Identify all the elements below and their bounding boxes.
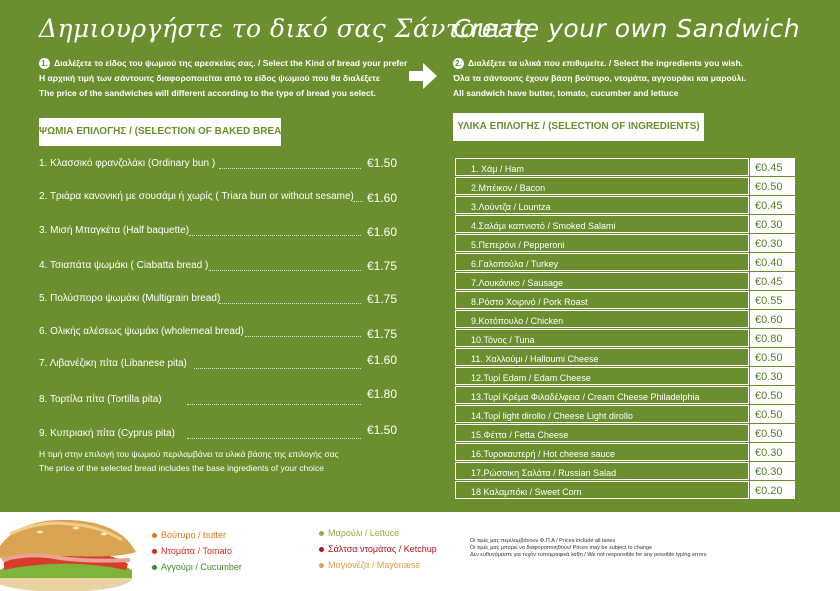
- ingredient-name-cell: [455, 215, 749, 233]
- ingredient-row: [455, 481, 795, 500]
- ingredient-price-cell: [750, 405, 795, 423]
- ingredient-price-cell: [750, 158, 795, 176]
- ingredient-name: 5.Πεπερόνι / Pepperoni: [471, 240, 565, 250]
- ingredients-section-header: ΥΛΙΚΑ ΕΠΙΛΟΓΗΣ / (SELECTION OF INGREDIENTS): [453, 113, 704, 141]
- ingredient-price: €0.20: [755, 485, 783, 497]
- bread-price: €1.75: [367, 327, 398, 341]
- ingredient-name: 15.Φέττα / Fetta Cheese: [471, 430, 569, 440]
- bread-name: 3. Μισή Μπαγκέτα (Half baquette): [39, 225, 190, 236]
- bullet-icon: [152, 565, 157, 570]
- dotted-leader: [187, 428, 361, 439]
- step1-line-1: Διαλέξετε το είδος του ψωμιού της αρεσκείας σας. / Select the Kind of bread your prefer: [54, 58, 408, 68]
- bread-name: 7. Λιβανέζικη πίτα (Libanese pita): [39, 358, 187, 369]
- ingredient-price-cell: [750, 386, 795, 404]
- bread-item: [39, 187, 399, 207]
- legend-text: Μαγιονέζα / Mayonaise: [328, 560, 421, 570]
- step1-instructions: [39, 56, 407, 101]
- step1-line-3: The price of the sandwiches will different according to the type of bread you select.: [39, 88, 376, 98]
- ingredient-name: 18 Καλαμπόκι / Sweet Corn: [471, 487, 582, 497]
- bread-name: 6. Ολικής αλέσεως ψωμάκι (wholemeal bread): [39, 326, 244, 337]
- ingredient-row: [455, 291, 795, 310]
- dotted-leader: [219, 158, 361, 169]
- ingredient-price-cell: [750, 272, 795, 290]
- ingredient-name: 9.Κοτόπουλο / Chicken: [471, 316, 564, 326]
- bread-item: [39, 289, 399, 309]
- ingredient-price: €0.30: [755, 371, 783, 383]
- ingredient-name-cell: [455, 177, 749, 195]
- ingredient-row: [455, 177, 795, 196]
- step2-number: 2.: [453, 58, 464, 69]
- ingredient-price: €0.50: [755, 409, 783, 421]
- fine-print-line: Δεν ευθυνόμαστε για τυχόν τυπογραφικά λάθη / We not responsible for any possible typing errors: [470, 552, 707, 558]
- step2-line-1: Διαλέξετε τα υλικά που επιθυμείτε. / Select the ingredients you wish.: [468, 58, 743, 68]
- ingredient-name: 3.Λούντζα / Lountza: [471, 202, 551, 212]
- legend-text: Σάλτσα ντομάτας / Ketchup: [328, 544, 437, 554]
- bread-name: 5. Πολύσπορο ψωμάκι (Multigrain bread): [39, 293, 221, 304]
- ingredient-row: [455, 329, 795, 348]
- ingredient-name: 7.Λουκάνικο / Sausage: [471, 278, 563, 288]
- bread-price: €1.50: [367, 423, 398, 437]
- ingredient-row: [455, 234, 795, 253]
- ingredient-price: €0.40: [755, 257, 783, 269]
- ingredient-price: €0.45: [755, 162, 783, 174]
- ingredient-name-cell: [455, 462, 749, 480]
- ingredient-name-cell: [455, 310, 749, 328]
- ingredient-price: €0.30: [755, 466, 783, 478]
- step1-number: 1.: [39, 58, 50, 69]
- ingredient-name-cell: [455, 291, 749, 309]
- ingredient-name-cell: [455, 253, 749, 271]
- ingredient-price-cell: [750, 234, 795, 252]
- bread-name: 1. Κλασσικό φρανζολάκι (Ordinary bun ): [39, 158, 216, 169]
- ingredient-name-cell: [455, 234, 749, 252]
- arrow-right-icon: [409, 63, 437, 89]
- ingredient-name: 10.Τόνος / Tuna: [471, 335, 535, 345]
- sandwich-image: [0, 512, 140, 591]
- dotted-leader: [189, 225, 361, 236]
- legend-column-2: [319, 525, 437, 573]
- bread-price: €1.60: [367, 225, 398, 239]
- ingredient-price-cell: [750, 462, 795, 480]
- bread-name: 4. Τσιαπάτα ψωμάκι ( Ciabatta bread ): [39, 260, 209, 271]
- ingredient-name: 16.Τυροκαυτερή / Hot cheese sauce: [471, 449, 616, 459]
- ingredient-price-cell: [750, 177, 795, 195]
- bread-item: [39, 424, 399, 444]
- ingredient-name-cell: [455, 196, 749, 214]
- bullet-icon: [319, 547, 324, 552]
- bullet-icon: [152, 533, 157, 538]
- bread-name: 8. Τορτίλα πίτα (Tortilla pita): [39, 394, 162, 405]
- bread-section-header: ΨΩΜΙΑ ΕΠΙΛΟΓΗΣ / (SELECTION OF BAKED BREAD): [39, 118, 281, 146]
- ingredient-price-cell: [750, 253, 795, 271]
- bread-price: €1.50: [367, 156, 398, 170]
- ingredient-price: €0.55: [755, 295, 783, 307]
- bullet-icon: [319, 531, 324, 536]
- ingredient-name: 14.Τυρί light dirollo / Cheese Light dirollo: [471, 411, 633, 421]
- ingredient-name: 2.Μπέικον / Bacon: [471, 183, 546, 193]
- title-greek: Δημιουργήστε το δικό σας Σάντουιτς: [39, 14, 531, 43]
- ingredient-name-cell: [455, 329, 749, 347]
- ingredient-name: 12.Τυρί Edam / Edam Cheese: [471, 373, 591, 383]
- step2-instructions: [453, 56, 746, 101]
- ingredient-name-cell: [455, 443, 749, 461]
- ingredient-name-cell: [455, 386, 749, 404]
- legend-item-lettuce: [319, 525, 437, 541]
- dotted-leader: [219, 293, 361, 304]
- ingredient-price: €0.30: [755, 447, 783, 459]
- legend-item-cucumber: [152, 559, 242, 575]
- step1-line-2: Η αρχική τιμή των σάντουιτς διαφοροποιείται από το είδος ψωμιού που θα διαλέξετε: [39, 73, 380, 83]
- ingredient-name: 8.Ρόστο Χοιρινό / Pork Roast: [471, 297, 588, 307]
- ingredient-row: [455, 405, 795, 424]
- ingredient-name-cell: [455, 367, 749, 385]
- dotted-leader: [353, 191, 363, 202]
- legend-text: Μαρούλι / Lettuce: [328, 528, 400, 538]
- bread-name: 2. Τριάρα κανονική με σουσάμι ή χωρίς ( Triara bun or without sesame): [39, 191, 354, 202]
- ingredient-row: [455, 253, 795, 272]
- ingredient-name-cell: [455, 481, 749, 499]
- bullet-icon: [319, 563, 324, 568]
- bread-price: €1.75: [367, 259, 398, 273]
- bread-note-greek: Η τιμή στην επιλογή του ψωμιού περιλαμβάνει τα υλικά βάσης της επιλογής σας: [39, 449, 339, 459]
- ingredient-price-cell: [750, 291, 795, 309]
- legend-item-ketchup: [319, 541, 437, 557]
- legend-column-1: [152, 527, 242, 575]
- ingredient-name: 13.Τυρί Κρέμα Φιλαδέλφεια / Cream Cheese Philadelphia: [471, 392, 700, 402]
- ingredient-row: [455, 424, 795, 443]
- fine-print: [470, 538, 706, 559]
- ingredient-row: [455, 272, 795, 291]
- ingredient-price-cell: [750, 196, 795, 214]
- step2-line-3: All sandwich have butter, tomato, cucumber and lettuce: [453, 88, 679, 98]
- ingredient-name-cell: [455, 405, 749, 423]
- bread-note: [39, 447, 339, 475]
- ingredient-price: €0.60: [755, 314, 783, 326]
- ingredient-price-cell: [750, 348, 795, 366]
- step2-line-2: Όλα τα σάντουιτς έχουν βάση βούτυρο, ντομάτα, αγγουράκι και μαρούλι.: [453, 73, 747, 83]
- legend-item-tomato: [152, 543, 242, 559]
- legend-item-butter: [152, 527, 242, 543]
- ingredient-row: [455, 196, 795, 215]
- ingredient-row: [455, 158, 795, 177]
- dotted-leader: [187, 394, 361, 405]
- bread-item: [39, 256, 399, 276]
- ingredient-name-cell: [455, 158, 749, 176]
- ingredient-name-cell: [455, 272, 749, 290]
- ingredient-price-cell: [750, 424, 795, 442]
- legend-text: Βούτυρο / butter: [161, 530, 227, 540]
- ingredient-name: 6.Γαλοπούλα / Turkey: [471, 259, 559, 269]
- bread-item: [39, 387, 399, 410]
- ingredient-price: €0.45: [755, 200, 783, 212]
- ingredient-row: [455, 310, 795, 329]
- fine-print-line: Οι τιμές μας περιλαμβάνουν Φ.Π.Α / Prices include all taxes: [470, 538, 616, 544]
- dotted-leader: [194, 358, 361, 369]
- ingredient-price: €0.50: [755, 352, 783, 364]
- ingredient-price-cell: [750, 215, 795, 233]
- bread-price: €1.75: [367, 292, 398, 306]
- bullet-icon: [152, 549, 157, 554]
- ingredient-name: 4.Σαλάμι καπνιστό / Smoked Salami: [471, 221, 616, 231]
- ingredient-price-cell: [750, 443, 795, 461]
- ingredient-price: €0.50: [755, 181, 783, 193]
- ingredient-price: €0.30: [755, 219, 783, 231]
- ingredient-row: [455, 462, 795, 481]
- bread-item: [39, 322, 399, 342]
- title-english: Create your own Sandwich: [453, 14, 801, 43]
- bread-item: [39, 354, 399, 374]
- bread-note-english: The price of the selected bread includes the base ingredients of your choice: [39, 463, 324, 473]
- ingredient-price-cell: [750, 367, 795, 385]
- bread-item: [39, 221, 399, 241]
- dotted-leader: [245, 326, 361, 337]
- ingredient-name: 11. Χαλλούμι / Halloumi Cheese: [471, 354, 599, 364]
- ingredient-price-cell: [750, 329, 795, 347]
- ingredient-price-cell: [750, 481, 795, 499]
- bread-price: €1.80: [367, 387, 398, 401]
- ingredient-row: [455, 367, 795, 386]
- ingredient-row: [455, 215, 795, 234]
- ingredient-price: €0.30: [755, 238, 783, 250]
- legend-item-mayonaise: [319, 557, 437, 573]
- ingredient-price: €0.80: [755, 333, 783, 345]
- ingredient-name: 1. Χάμ / Ham: [471, 164, 524, 174]
- ingredient-price: €0.50: [755, 390, 783, 402]
- bread-name: 9. Κυπριακή πίτα (Cyprus pita): [39, 428, 175, 439]
- ingredient-row: [455, 386, 795, 405]
- bread-item: [39, 154, 399, 174]
- legend-text: Ντομάτα / Tomato: [161, 546, 232, 556]
- ingredient-row: [455, 443, 795, 462]
- ingredient-name-cell: [455, 424, 749, 442]
- ingredient-price-cell: [750, 310, 795, 328]
- dotted-leader: [209, 260, 361, 271]
- fine-print-line: Οι τιμές μας μπορεί να διαφοροποιηθούν/ Prices may be subject to change: [470, 545, 653, 551]
- ingredient-name: 17.Ρώσσικη Σαλάτα / Russian Salad: [471, 468, 617, 478]
- bread-price: €1.60: [367, 191, 398, 205]
- ingredient-price: €0.50: [755, 428, 783, 440]
- ingredient-name-cell: [455, 348, 749, 366]
- ingredient-price: €0.45: [755, 276, 783, 288]
- bread-price: €1.60: [367, 353, 398, 367]
- ingredient-row: [455, 348, 795, 367]
- legend-text: Αγγούρι / Cucumber: [161, 562, 242, 572]
